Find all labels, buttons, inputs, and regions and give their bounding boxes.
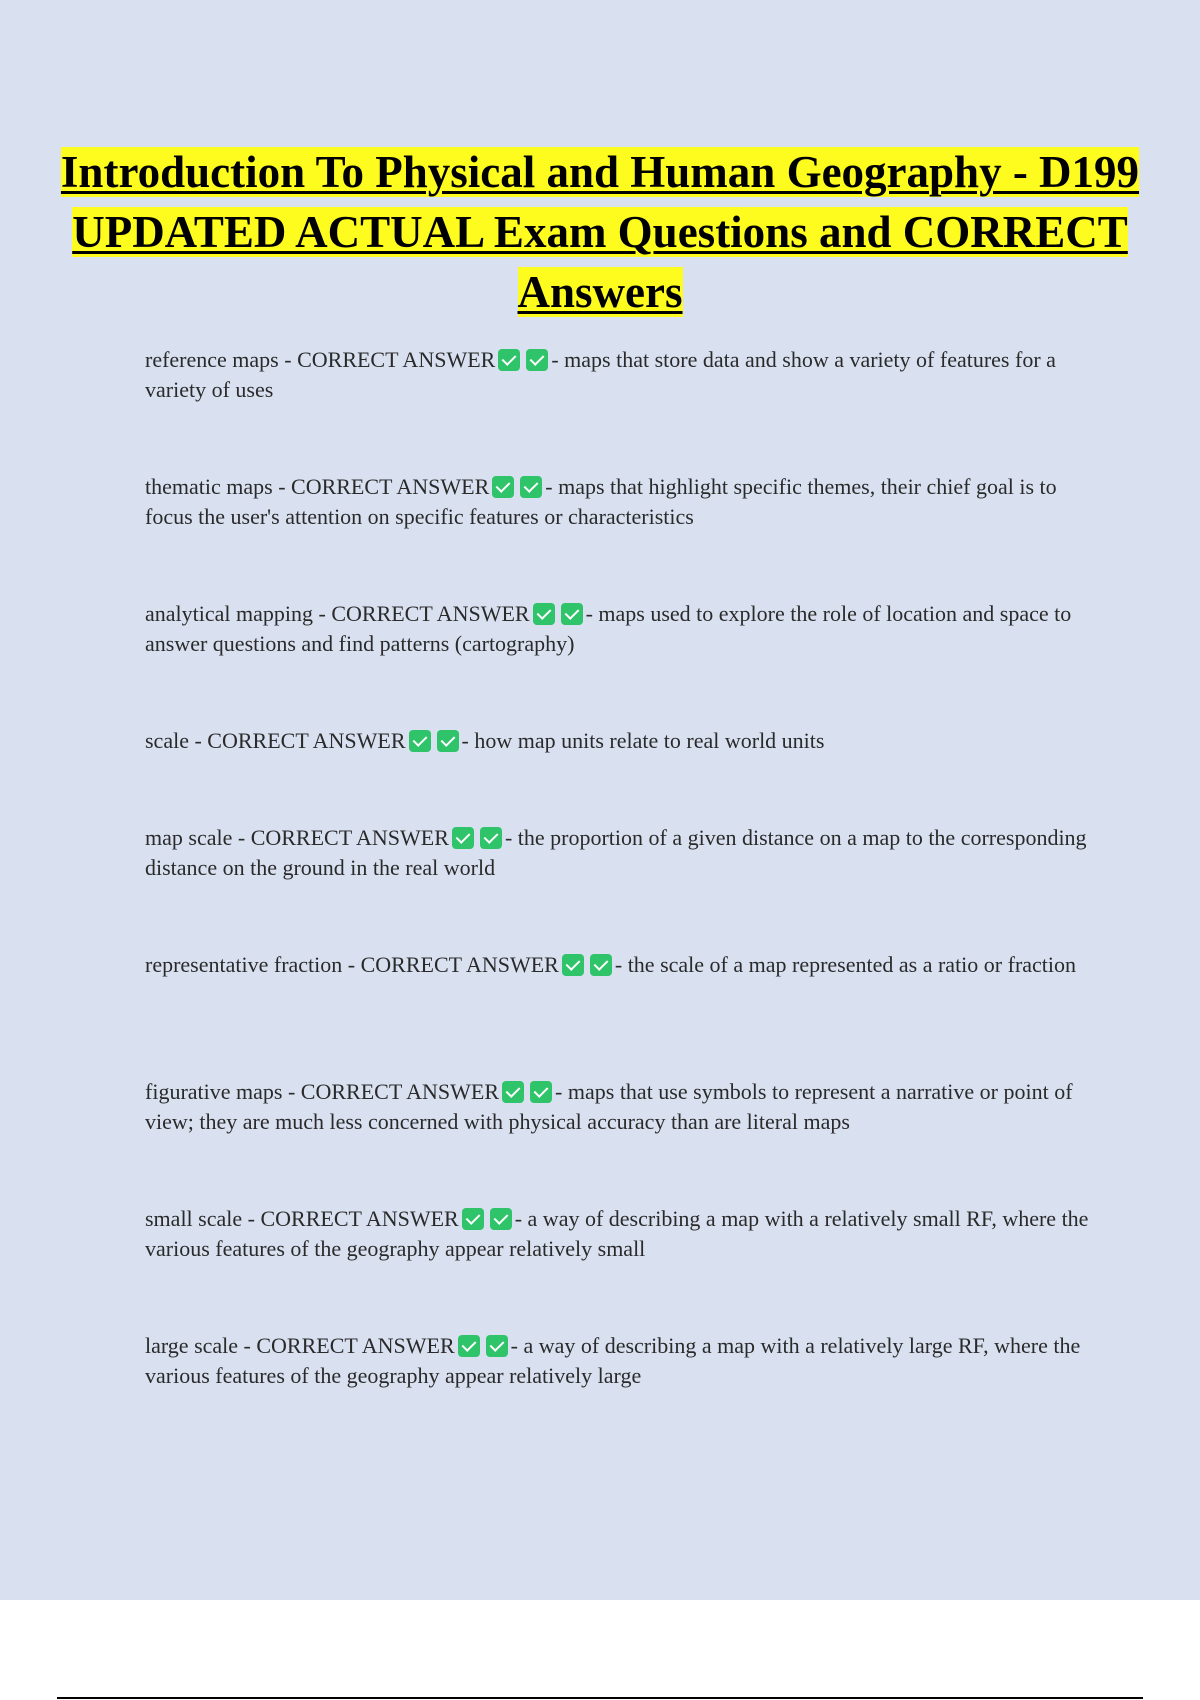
term: small scale	[145, 1206, 243, 1231]
qa-item: small scale - CORRECT ANSWER - a way of describing a map with a relatively small RF, where the various features of the geography appear relatively small	[145, 1206, 1089, 1261]
check-icon	[502, 1081, 524, 1103]
footer-divider	[57, 1697, 1143, 1699]
answer-marker: CORRECT ANSWER	[250, 825, 449, 850]
definition: a way of describing a map with a relatively large RF, where the various features of the geography appear relatively large	[145, 1333, 1081, 1388]
qa-item: reference maps - CORRECT ANSWER - maps that store data and show a variety of features for a variety of uses	[145, 347, 1056, 402]
check-icon	[490, 1208, 512, 1230]
check-icon	[530, 1081, 552, 1103]
answer-marker: CORRECT ANSWER	[360, 952, 559, 977]
check-icon	[486, 1335, 508, 1357]
answer-marker: CORRECT ANSWER	[256, 1333, 455, 1358]
check-icon	[498, 349, 520, 371]
term: representative fraction	[145, 952, 343, 977]
term: thematic maps	[145, 474, 273, 499]
check-icon	[526, 349, 548, 371]
term: map scale	[145, 825, 233, 850]
qa-item: representative fraction - CORRECT ANSWER - the scale of a map represented as a ratio or fraction	[145, 952, 1077, 977]
title-block	[0, 142, 1200, 322]
qa-item: scale - CORRECT ANSWER - how map units relate to real world units	[145, 728, 825, 753]
check-icon	[409, 730, 431, 752]
answer-marker: CORRECT ANSWER	[297, 347, 496, 372]
check-icon	[561, 603, 583, 625]
definition: maps that highlight specific themes, their chief goal is to focus the user's attention on specific features or characteristics	[145, 474, 1057, 529]
answer-marker: CORRECT ANSWER	[291, 474, 490, 499]
term: reference maps	[145, 347, 279, 372]
qa-item: figurative maps - CORRECT ANSWER - maps that use symbols to represent a narrative or point of view; they are much less concerned with physical accuracy than are literal maps	[145, 1079, 1073, 1134]
qa-item: map scale - CORRECT ANSWER - the proportion of a given distance on a map to the corresponding distance on the ground in the real world	[145, 825, 1087, 880]
check-icon	[520, 476, 542, 498]
answer-marker: CORRECT ANSWER	[207, 728, 406, 753]
answer-marker: CORRECT ANSWER	[331, 601, 530, 626]
check-icon	[590, 954, 612, 976]
term: scale	[145, 728, 189, 753]
check-icon	[533, 603, 555, 625]
definition: maps used to explore the role of location and space to answer questions and find patterns (cartography)	[145, 601, 1072, 656]
document-title: Introduction To Physical and Human Geography - D199 UPDATED ACTUAL Exam Questions and CORRECT Answers	[60, 147, 1140, 317]
answer-marker: CORRECT ANSWER	[300, 1079, 500, 1104]
qa-item: large scale - CORRECT ANSWER - a way of describing a map with a relatively large RF, where the various features of the geography appear relatively large	[145, 1333, 1081, 1388]
definition: the proportion of a given distance on a map to the corresponding distance on the ground in the real world	[145, 825, 1087, 880]
term: analytical mapping	[145, 601, 313, 626]
qa-item: thematic maps - CORRECT ANSWER - maps that highlight specific themes, their chief goal is to focus the user's attention on specific features or characteristics	[145, 474, 1057, 529]
definition: the scale of a map represented as a ratio or fraction	[627, 952, 1077, 977]
definition: a way of describing a map with a relatively small RF, where the various features of the geography appear relatively small	[145, 1206, 1089, 1261]
term: large scale	[145, 1333, 239, 1358]
qa-item: analytical mapping - CORRECT ANSWER - maps used to explore the role of location and space to answer questions and find patterns (cartography)	[145, 601, 1072, 656]
answer-marker: CORRECT ANSWER	[260, 1206, 459, 1231]
definition: maps that store data and show a variety of features for a variety of uses	[145, 347, 1056, 402]
definition: how map units relate to real world units	[474, 728, 825, 753]
check-icon	[437, 730, 459, 752]
check-icon	[562, 954, 584, 976]
check-icon	[462, 1208, 484, 1230]
check-icon	[458, 1335, 480, 1357]
check-icon	[492, 476, 514, 498]
check-icon	[452, 827, 474, 849]
term: figurative maps	[145, 1079, 283, 1104]
check-icon	[480, 827, 502, 849]
definition: maps that use symbols to represent a narrative or point of view; they are much less concerned with physical accuracy than are literal maps	[145, 1079, 1073, 1134]
